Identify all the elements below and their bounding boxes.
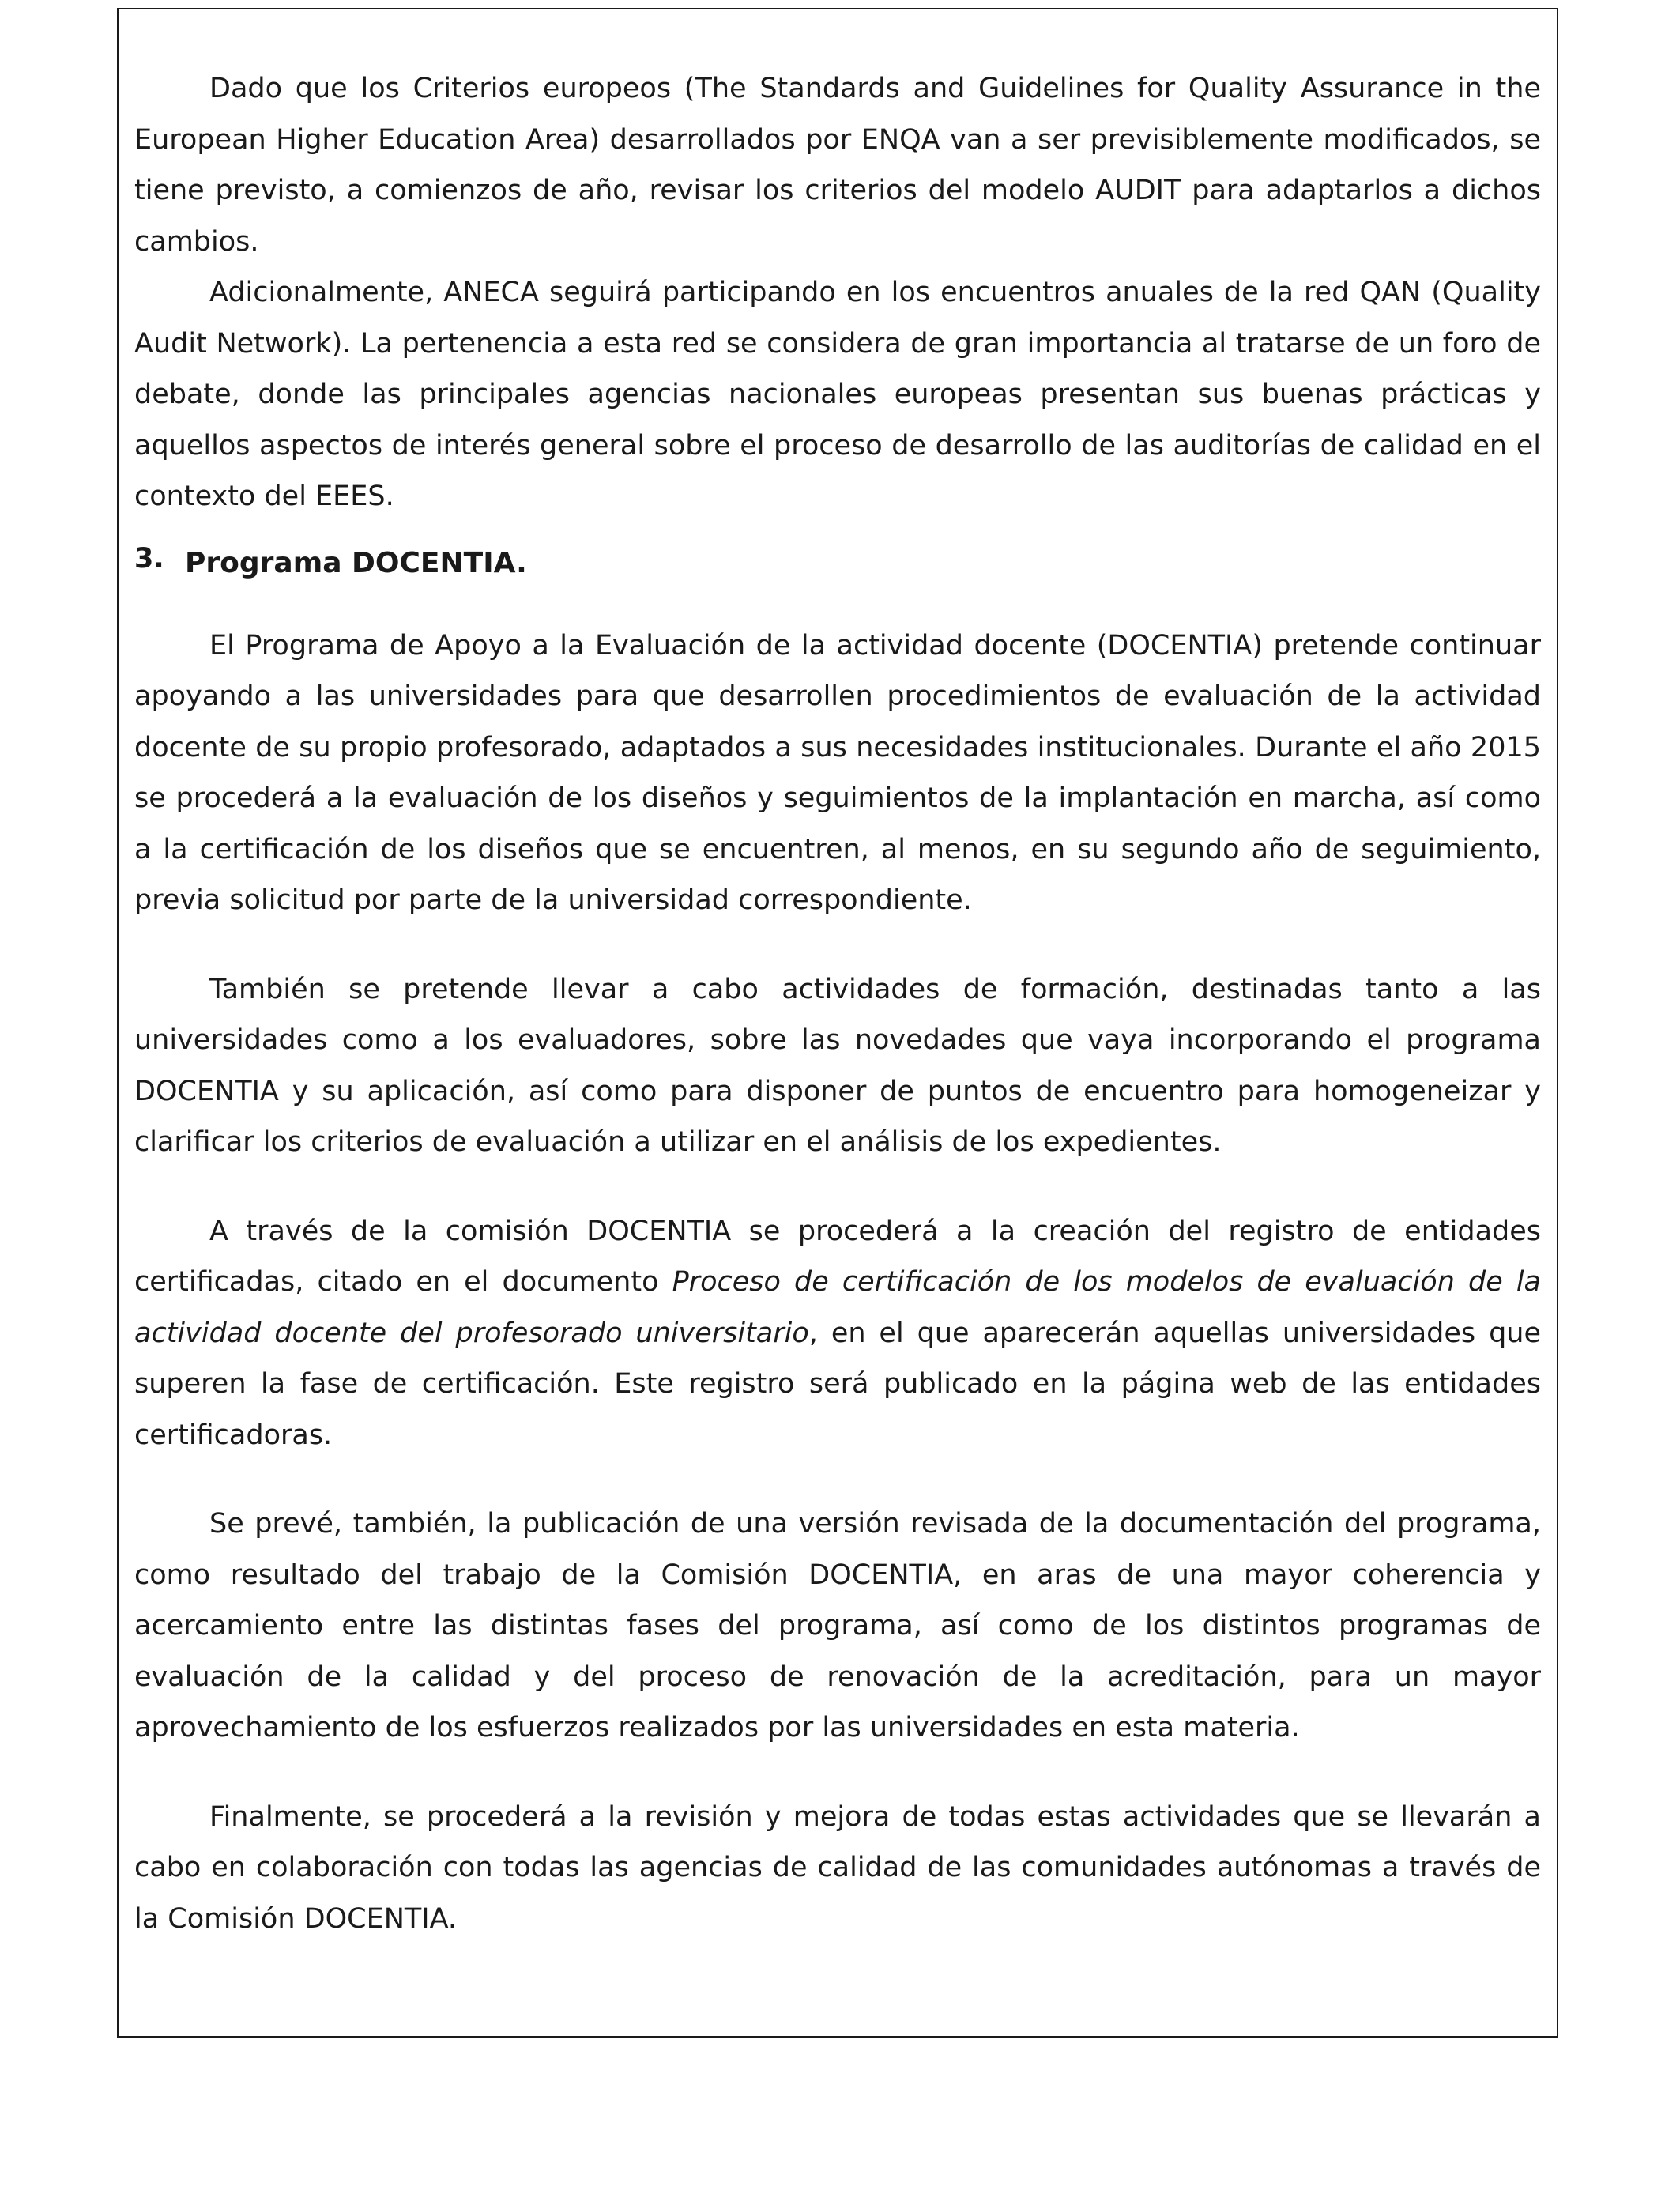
document-body (134, 63, 1541, 1944)
section-title: Programa DOCENTIA. (185, 546, 527, 579)
document-title-italic: Proceso de certificación de los modelos de evaluación de la actividad docente del profesorado universitario (134, 1266, 1541, 1349)
paragraph-programa-apoyo: El Programa de Apoyo a la Evaluación de la actividad docente (DOCENTIA) pretende continuar apoyando a las universidades para que desarrollen procedimientos de evaluación de la actividad docente de su propio profesorado, adaptados a sus necesidades institucionales. Durante el año 2015 se procederá a la evaluación de los diseños y seguimientos de la implantación en marcha, así como a la certificación de los diseños que se encuentren, al menos, en su segundo año de seguimiento, previa solicitud por parte de la universidad correspondiente. (134, 629, 1541, 916)
paragraph-formacion: También se pretende llevar a cabo actividades de formación, destinadas tanto a las universidades como a los evaluadores, sobre las novedades que vaya incorporando el programa DOCENTIA y su aplicación, así como para disponer de puntos de encuentro para homogeneizar y clarificar los criterios de evaluación a utilizar en el análisis de los expedientes. (134, 973, 1541, 1158)
paragraph-registro-entidades (134, 1206, 1541, 1461)
paragraph-criterios-europeos: Dado que los Criterios europeos (The Standards and Guidelines for Quality Assurance in the European Higher Education Area) desarrollados por ENQA van a ser previsiblemente modificados, se tiene previsto, a comienzos de año, revisar los criterios del modelo AUDIT para adaptarlos a dichos cambios. (134, 73, 1541, 258)
section-number: 3. (134, 542, 164, 575)
section-heading (134, 538, 1541, 589)
paragraph-registro-text-1: A través de la comisión DOCENTIA se procederá a la creación del registro de entidades certificadas, citado en el documento (134, 1215, 1541, 1298)
paragraph-finalmente: Finalmente, se procederá a la revisión y mejora de todas estas actividades que se llevarán a cabo en colaboración con todas las agencias de calidad de las comunidades autónomas a través de la Comisión DOCENTIA. (134, 1800, 1541, 1935)
paragraph-red-qan: Adicionalmente, ANECA seguirá participando en los encuentros anuales de la red QAN (Quality Audit Network). La pertenencia a esta red se considera de gran importancia al tratarse de un foro de debate, donde las principales agencias nacionales europeas presentan sus buenas prácticas y aquellos aspectos de interés general sobre el proceso de desarrollo de las auditorías de calidad en el contexto del EEES. (134, 277, 1541, 512)
paragraph-version-revisada: Se prevé, también, la publicación de una versión revisada de la documentación del programa, como resultado del trabajo de la Comisión DOCENTIA, en aras de una mayor coherencia y acercamiento entre las distintas fases del programa, así como de los distintos programas de evaluación de la calidad y del proceso de renovación de la acreditación, para un mayor aprovechamiento de los esfuerzos realizados por las universidades en esta materia. (134, 1508, 1541, 1744)
paragraph-registro-text-2: , en el que aparecerán aquellas universidades que superen la fase de certificación. Este registro será publicado en la página web de las entidades certificadoras. (134, 1317, 1541, 1451)
